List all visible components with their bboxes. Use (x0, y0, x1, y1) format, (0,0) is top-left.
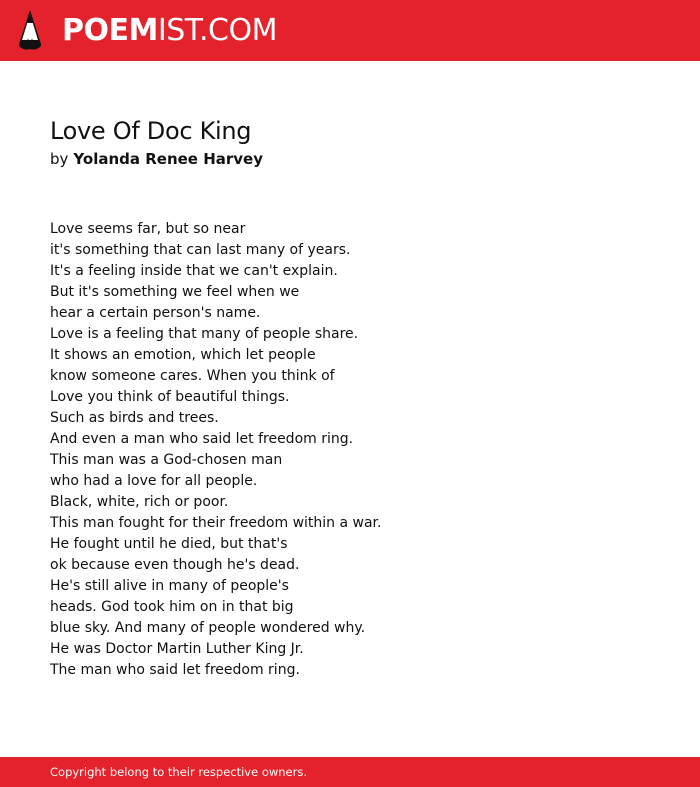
site-footer (0, 757, 700, 787)
poem-line: hear a certain person's name. (50, 305, 261, 321)
author-name: Yolanda Renee Harvey (73, 150, 263, 168)
site-logo-text[interactable] (62, 13, 277, 49)
by-label: by (50, 150, 69, 168)
poem-line: know someone cares. When you think of (50, 368, 335, 384)
poem-line: The man who said let freedom ring. (50, 662, 300, 678)
brand-bold: POEM (62, 13, 158, 48)
poem-line: Such as birds and trees. (50, 410, 219, 426)
copyright-notice: Copyright belong to their respective owners. (50, 765, 308, 779)
poem-line: He was Doctor Martin Luther King Jr. (50, 641, 304, 657)
poem-line: Love is a feeling that many of people share. (50, 326, 359, 342)
poem-title: Love Of Doc King (50, 117, 252, 145)
poem-line: blue sky. And many of people wondered why. (50, 620, 366, 636)
poem-line: And even a man who said let freedom ring. (50, 431, 354, 447)
poem-line: He's still alive in many of people's (50, 578, 289, 594)
poem-line: Black, white, rich or poor. (50, 494, 229, 510)
pencil-icon[interactable] (18, 10, 42, 51)
poem-line: It's a feeling inside that we can't explain. (50, 263, 338, 279)
poem-body (50, 219, 381, 681)
poem-line: Love you think of beautiful things. (50, 389, 290, 405)
poem-line: heads. God took him on in that big (50, 599, 294, 615)
poem-line: It shows an emotion, which let people (50, 347, 316, 363)
poem-line: This man fought for their freedom within a war. (50, 515, 382, 531)
poem-line: it's something that can last many of years. (50, 242, 351, 258)
poem-line: He fought until he died, but that's (50, 536, 288, 552)
poem-line: But it's something we feel when we (50, 284, 300, 300)
poem-line: ok because even though he's dead. (50, 557, 300, 573)
poem-line: who had a love for all people. (50, 473, 258, 489)
brand-light: IST.COM (157, 13, 277, 48)
site-header (0, 0, 700, 61)
poem-line: Love seems far, but so near (50, 221, 246, 237)
byline (50, 149, 263, 169)
poem-line: This man was a God-chosen man (50, 452, 283, 468)
